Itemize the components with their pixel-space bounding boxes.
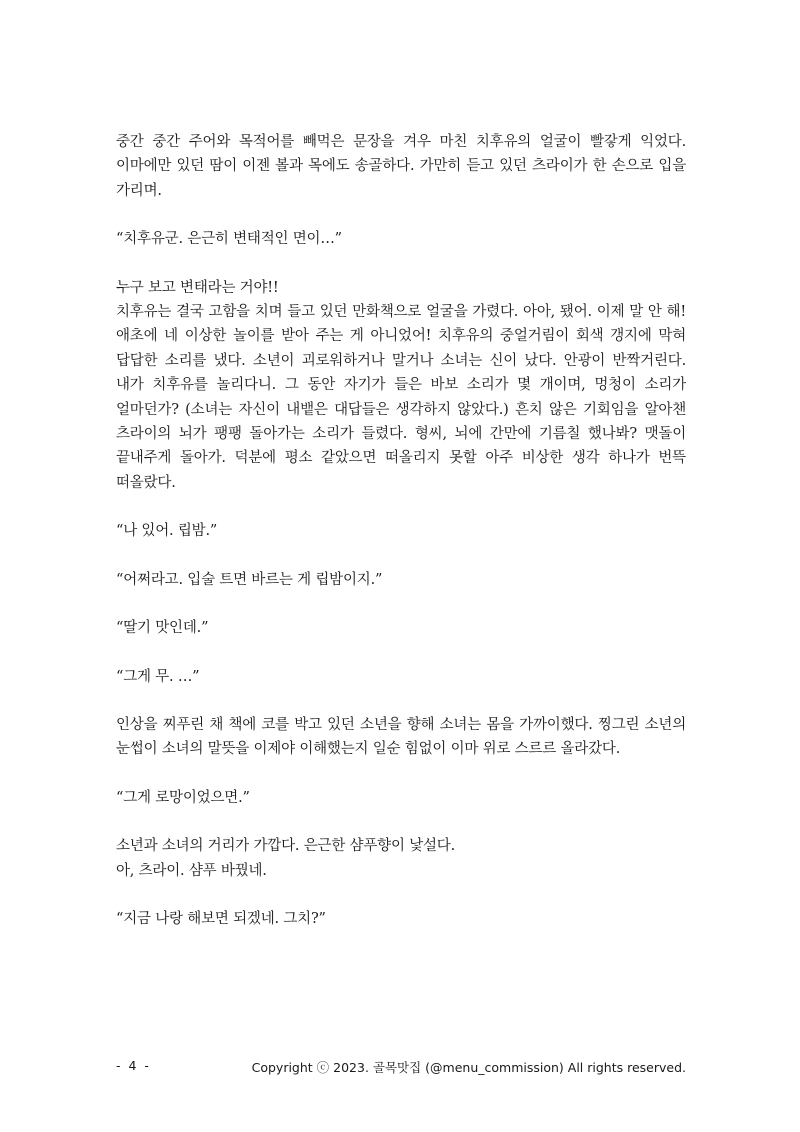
dialogue-line: “지금 나랑 해보면 되겠네. 그치?” <box>116 910 326 927</box>
dialogue-line: “딸기 맛인데.” <box>116 620 209 637</box>
dialogue-line: “그게 로망이었으면.” <box>116 789 250 806</box>
paragraph-opening: 중간 중간 주어와 목적어를 빼먹은 문장을 겨우 마친 치후유의 얼굴이 빨갛게 익었다. 이마에만 있던 땀이 이젠 볼과 목에도 송골하다. 가만히 듣고 있던 츠라이가 한 손으로 입을 가리며. <box>116 134 686 199</box>
paragraph-narration: 인상을 찌푸린 채 책에 코를 박고 있던 소년을 향해 소녀는 몸을 가까이했다. 찡그린 소년의 눈썹이 소녀의 말뜻을 이제야 이해했는지 일순 힘없이 이마 위로 스르르 올라갔다. <box>116 716 686 758</box>
paragraph-narration: 치후유는 결국 고함을 치며 들고 있던 만화책으로 얼굴을 가렸다. 아아, 됐어. 이제 말 안 해! 애초에 네 이상한 놀이를 받아 주는 게 아니었어! 치후유의 중얼거림이 회색 갱지에 막혀 답답한 소리를 냈다. 소년이 괴로워하거나 말거나 소녀는 신이 났다. 안광이 반짝거린다. 내가 치후유를 놀리다니. 그 동안 자기가 들은 바보 소리가 몇 개이며, 멍청이 소리가 얼마던가? (소녀는 자신이 내뱉은 대답들은 생각하지 않았다.) 흔치 않은 기회임을 알아챈 츠라이의 뇌가 팽팽 돌아가는 소리가 들렸다. 형씨, 뇌에 간만에 기름칠 했나봐? 맷돌이 끝내주게 돌아가. 덕분에 평소 같았으면 떠올리지 못할 아주 비상한 생각 하나가 번뜩 떠올랐다. <box>116 304 686 491</box>
page-number: - 4 - <box>116 1058 151 1073</box>
page-footer <box>116 1058 686 1078</box>
paragraph-line: 누구 보고 변태라는 거야!! <box>116 279 279 296</box>
paragraph-line: 소년과 소녀의 거리가 가깝다. 은근한 샴푸향이 낯설다. <box>116 838 456 855</box>
dialogue-line: “어쩌라고. 입술 트면 바르는 게 립밤이지.” <box>116 571 383 588</box>
copyright-notice: Copyright ⓒ 2023. 골목맛집 (@menu_commission) All rights reserved. <box>251 1060 686 1075</box>
dialogue-line: “치후유군. 은근히 변태적인 면이…” <box>116 231 342 248</box>
dialogue-line: “그게 무. …” <box>116 668 200 685</box>
dialogue-line: “나 있어. 립밤.” <box>116 523 218 540</box>
paragraph-line: 아, 츠라이. 샴푸 바꿨네. <box>116 862 267 879</box>
document-body <box>116 130 686 931</box>
